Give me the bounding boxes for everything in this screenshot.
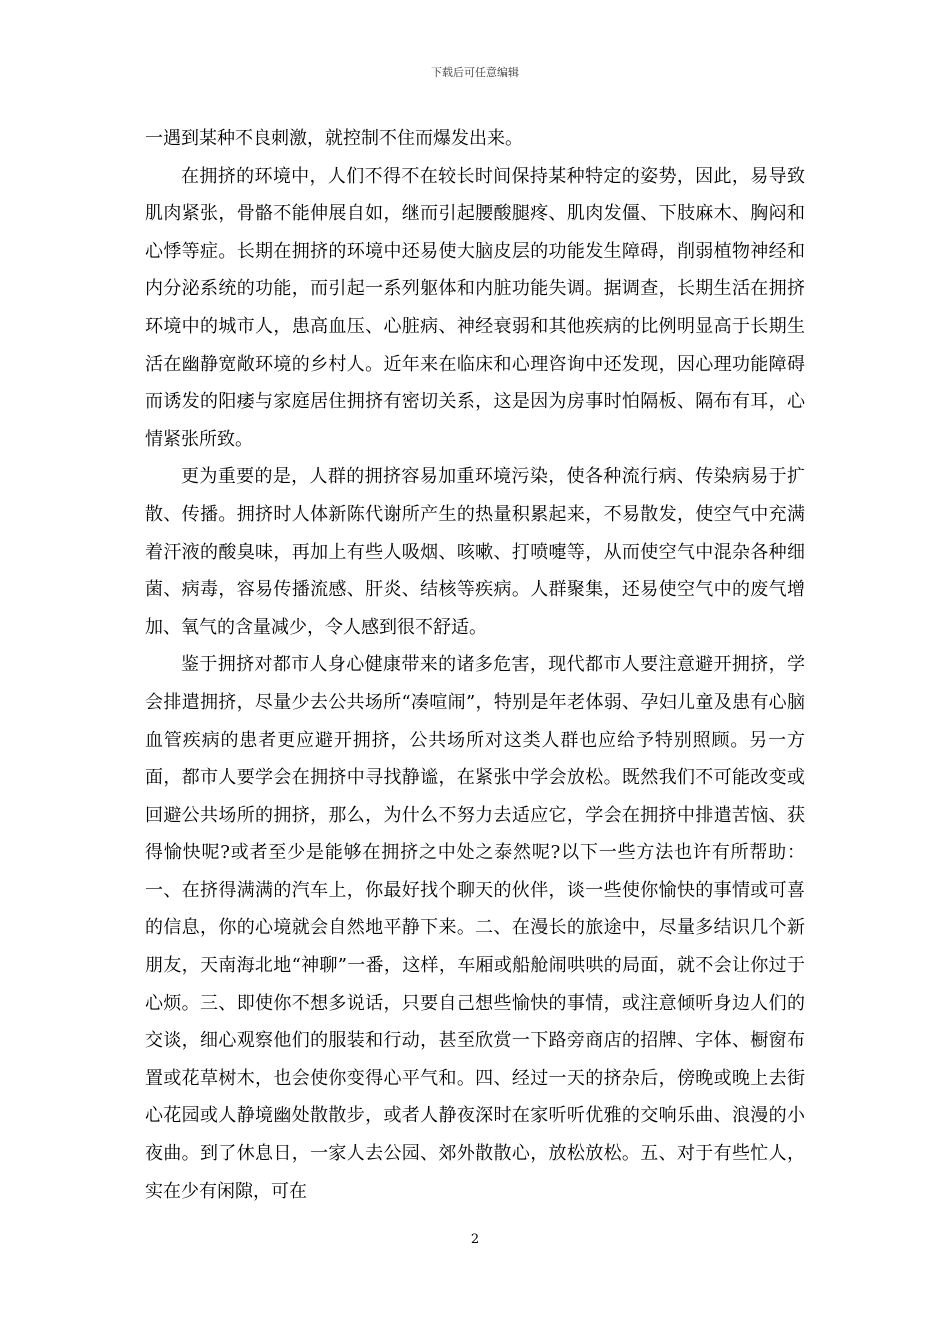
paragraph-crowding-effects: 在拥挤的环境中，人们不得不在较长时间保持某种特定的姿势，因此，易导致肌肉紧张，骨骼不能伸展自如，继而引起腰酸腿疼、肌肉发僵、下肢麻木、胸闷和心悸等症。长期在拥挤的环境中还易使大脑皮层的功能发生障碍，削弱植物神经和内分泌系统的功能，而引起一系列躯体和内脏功能失调。据调查，长期生活在拥挤环境中的城市人，患高血压、心脏病、神经衰弱和其他疾病的比例明显高于长期生活在幽静宽敞环境的乡村人。近年来在临床和心理咨询中还发现，因心理功能障碍而诱发的阳痿与家庭居住拥挤有密切关系，这是因为房事时怕隔板、隔布有耳，心情紧张所致。 bbox=[145, 165, 805, 450]
page-header: 下载后可任意编辑 bbox=[431, 66, 519, 79]
paragraph-advice: 鉴于拥挤对都市人身心健康带来的诸多危害，现代都市人要注意避开拥挤，学会排遣拥挤，尽量少去公共场所“凑喧闹”，特别是年老体弱、孕妇儿童及患有心脑血管疾病的患者更应避开拥挤，公共场所对这类人群也应给予特别照顾。另一方面，都市人要学会在拥挤中寻找静谧，在紧张中学会放松。既然我们不可能改变或回避公共场所的拥挤，那么，为什么不努力去适应它，学会在拥挤中排遣苦恼、获得愉快呢?或者至少是能够在拥挤之中处之泰然呢?以下一些方法也许有所帮助：一、在挤得满满的汽车上，你最好找个聊天的伙伴，谈一些使你愉快的事情或可喜的信息，你的心境就会自然地平静下来。二、在漫长的旅途中，尽量多结识几个新朋友，天南海北地“神聊”一番，这样，车厢或船舱闹哄哄的局面，就不会让你过于心烦。三、即使你不想多说话，只要自己想些愉快的事情，或注意倾听身边人们的交谈，细心观察他们的服装和行动，甚至欣赏一下路旁商店的招牌、字体、橱窗布置或花草树木，也会使你变得心平气和。四、经过一天的挤杂后，傍晚或晚上去街心花园或人静境幽处散散步，或者人静夜深时在家听听优雅的交响乐曲、浪漫的小夜曲。到了休息日，一家人去公园、郊外散散心，放松放松。五、对于有些忙人，实在少有闲隙，可在 bbox=[145, 654, 805, 1202]
paragraph-continuation: 一遇到某种不良刺激，就控制不住而爆发出来。 bbox=[145, 128, 523, 149]
document-body bbox=[145, 120, 805, 1210]
page-number: 2 bbox=[470, 1232, 480, 1247]
paragraph-pollution: 更为重要的是，人群的拥挤容易加重环境污染，使各种流行病、传染病易于扩散、传播。拥挤时人体新陈代谢所产生的热量积累起来，不易散发，使空气中充满着汗液的酸臭味，再加上有些人吸烟、咳嗽、打喷嚏等，从而使空气中混杂各种细菌、病毒，容易传播流感、肝炎、结核等疾病。人群聚集，还易使空气中的废气增加、氧气的含量减少，令人感到很不舒适。 bbox=[145, 466, 805, 638]
